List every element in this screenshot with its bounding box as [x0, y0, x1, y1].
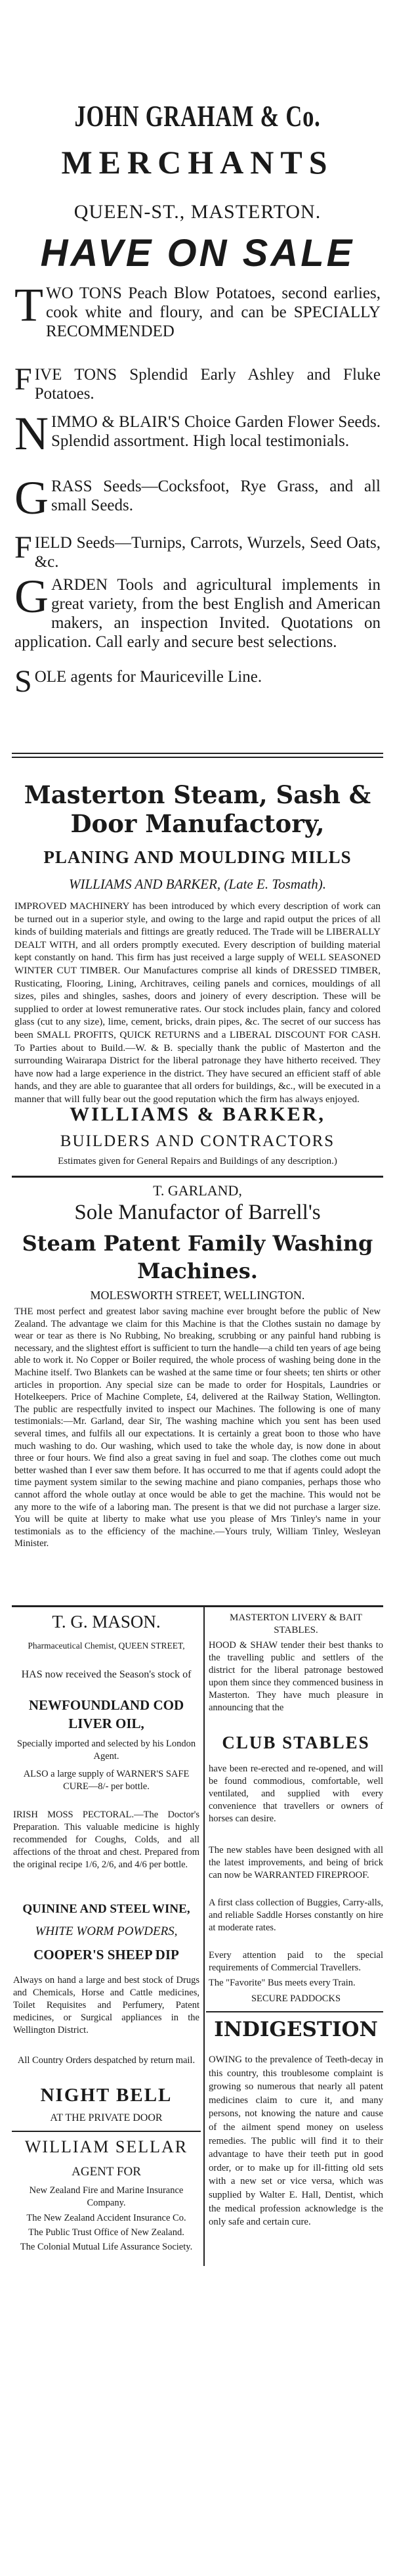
garland-body: THE most perfect and greatest labor saving machine ever brought before the public of New Zealand. The advantage we claim for this Machine is that the Clothes sustain no damage by wear or tear as there is No Rubbing, No breaking, scrubbing or any painful hand rubbing is necessary, and the slightest effort is sufficient to turn the handle—a child ten years of age being able to work it. No Copper or Boiler required, the whole process of washing being done in the Machine itself. Two Blankets can be washed at the same time or four sheets; ten shirts or other articles in proportion. Any special size can be made to order for Hospitals, Laundries or Hotelkeepers. Price of Machine Complete, £4, delivered at the Railway Station, Wellington. The public are respectfully invited to inspect our Machines. The following is one of many testimonials:—Mr. Garland, dear Sir, The washing machine which you sent has been used several times, and fulfils all our expectations. It is certainly a great boon to those who have much washing to do. Our washing, which used to take the whole day, is now done in about three or four hours. We find also a great saving in fuel and soap. The clothes come out much better washed than I ever saw them before. It has occurred to me that if agents could adopt the time payment system similar to the sewing machine and piano companies, perhaps those who cannot afford the whole outlay at once would be able to get the machine. This would not be any more to the wife of a laboring man. The present is that we did not purchase a larger size. You will be quite at liberty to make what use you please of Mrs Tinley's name in your testimonials as to the efficiency of the machine.—Yours truly, William Tinley, Wesleyan Minister.	[14, 1306, 381, 1549]
livery-body6: The "Favorite" Bus meets every Train.	[209, 1978, 356, 1988]
divider-4	[12, 2131, 201, 2132]
mason-p2: ALSO a large supply of WARNER'S SAFE CURE—8/- per bottle.	[23, 1769, 190, 1792]
graham-item-1	[14, 278, 381, 341]
livery-body5: Every attention paid to the special requirements of Commercial Travellers.	[209, 1950, 383, 1973]
graham-item-4-cap: G	[14, 472, 49, 524]
sash-proprietors: WILLIAMS AND BARKER, (Late E. Tosmath).	[69, 876, 326, 892]
graham-item-6-text: ARDEN Tools and agricultural implements in great variety, from the best English and American makers, an inspection Invited. Quotations on application. Call early and secure best selections.	[14, 576, 381, 651]
mason-p1: Specially imported and selected by his London Agent.	[16, 1739, 196, 1762]
mason-p4: QUININE AND STEEL WINE,	[22, 1902, 190, 1916]
graham-item-1-cap: T	[14, 278, 43, 331]
graham-item-2-cap: F	[14, 362, 32, 397]
sellar-l2: The New Zealand Accident Insurance Co.	[26, 2213, 186, 2223]
graham-item-5-cap: F	[14, 530, 32, 565]
mason-p3: IRISH MOSS PECTORAL.—The Doctor's Preparation. This valuable medicine is highly recommended for Coughs, Colds, and all affections of the throat and chest. Prepared from the original recipe 1/6, 2/6, and 4/6 per bottle.	[13, 1810, 199, 1870]
livery-body2: have been re-erected and re-opened, and will be found commodious, comfortable, well ventilated, and supplied with every convenience that travellers or owners of horses can desire.	[209, 1764, 383, 1824]
graham-item-7-text: OLE agents for Mauriceville Line.	[34, 668, 262, 686]
sash-title: Masterton Steam, Sash & Door Manufactory,	[24, 780, 371, 838]
graham-subtitle: MERCHANTS	[61, 144, 334, 181]
sash-trade: BUILDERS AND CONTRACTORS	[60, 1132, 335, 1150]
livery-title: MASTERTON LIVERY & BAIT STABLES.	[229, 1612, 363, 1635]
mason-name: T. G. MASON.	[52, 1612, 161, 1632]
graham-item-5-text: IELD Seeds—Turnips, Carrots, Wurzels, Seed Oats, &c.	[34, 534, 381, 571]
graham-item-7	[14, 664, 381, 699]
graham-item-2	[14, 362, 381, 403]
divider-5	[206, 2011, 383, 2012]
garland-address: MOLESWORTH STREET, WELLINGTON.	[90, 1289, 305, 1302]
sellar-l3: The Public Trust Office of New Zealand.	[28, 2227, 184, 2238]
mason-night: NIGHT BELL	[40, 2085, 173, 2106]
mason-lead: HAS now received the Season's stock of	[21, 1669, 192, 1680]
mason-product: NEWFOUNDLAND COD LIVER OIL,	[28, 1697, 184, 1731]
graham-item-3-text: IMMO & BLAIR'S Choice Garden Flower Seeds. Splendid assortment. High local testimonials.	[51, 413, 381, 450]
garland-line2: Steam Patent Family Washing Machines.	[22, 1231, 373, 1283]
garland-line1: Sole Manufactor of Barrell's	[74, 1201, 321, 1224]
mason-p6: COOPER'S SHEEP DIP	[33, 1947, 179, 1963]
divider-2	[12, 1176, 383, 1178]
column-rule	[203, 1607, 205, 2266]
graham-item-3	[14, 407, 381, 460]
sash-subtitle: PLANING AND MOULDING MILLS	[43, 847, 352, 867]
divider-1	[12, 753, 383, 758]
sash-firm: WILLIAMS & BARKER,	[70, 1103, 325, 1125]
graham-banner: HAVE ON SALE	[40, 232, 355, 275]
mason-p7: Always on hand a large and best stock of Drugs and Chemicals, Horse and Cattle medicines, Toilet Requisites and Perfumery, Patent medicines, or Surgical appliances in the Wellington District.	[13, 1975, 199, 2035]
indigestion-title: INDIGESTION	[214, 2018, 378, 2041]
divider-3	[12, 1605, 383, 1607]
sellar-name: WILLIAM SELLAR	[24, 2137, 188, 2156]
graham-item-4-text: RASS Seeds—Cocksfoot, Rye Grass, and all small Seeds.	[51, 477, 381, 514]
mason-role: Pharmaceutical Chemist, QUEEN STREET,	[28, 1641, 185, 1651]
graham-item-1-text: WO TONS Peach Blow Potatoes, second earlies, cook white and floury, and can be SPECIALLY RECOMMENDED	[45, 284, 381, 340]
graham-address: QUEEN-ST., MASTERTON.	[73, 201, 322, 223]
graham-item-5	[14, 530, 381, 571]
graham-item-6	[14, 570, 381, 652]
graham-item-4	[14, 472, 381, 524]
sellar-l4: The Colonial Mutual Life Assurance Society.	[20, 2242, 193, 2252]
livery-body: HOOD & SHAW tender their best thanks to the travelling public and settlers of the district for the liberal patronage bestowed upon them since they commenced business in Masterton. They have much pleasure in announcing that the	[209, 1640, 383, 1713]
sash-body: IMPROVED MACHINERY has been introduced by which every description of work can be turned out in a superior style, and owing to the large and rapid output the prices of all kinds of building materials and fittings are greatly reduced. The Trade will be LIBERALLY DEALT WITH, and all orders promptly executed. Every description of building material kept constantly on hand. This firm has just received a large supply of WELL SEASONED WINTER CUT TIMBER. Our Manufactures comprise all kinds of DRESSED TIMBER, Rusticating, Flooring, Lining, Architraves, ceiling panels and cornices, mouldings of all sizes, piles and shingles, sashes, doors and joinery of every description. These will be supplied to order at lowest remunerative rates. Our stock includes plain, fancy and colored glass (cut to any size), lime, cement, bricks, drain pipes, &c. The secret of our success has been SMALL PROFITS, QUICK RETURNS and a LIBERAL DISCOUNT FOR CASH. To Parties about to Build.—W. & B. specially thank the public of Masterton and the surrounding Wairarapa District for the liberal patronage they have hitherto received. They have now had a large experience in the district. They have secured an efficient staff of able hands, and they are able to guarantee that all orders for buildings, &c., will be executed in a manner that will fully bear out the good reputation which the firm has always enjoyed.	[14, 900, 381, 1105]
graham-item-3-cap: N	[14, 407, 49, 460]
garland-name: T. GARLAND,	[153, 1182, 242, 1199]
livery-body3: The new stables have been designed with all the latest improvements, and being of brick can now be WARRANTED FIREPROOF.	[209, 1845, 383, 1880]
mason-p5: WHITE WORM POWDERS,	[35, 1924, 178, 1938]
indigestion-body: OWING to the prevalence of Teeth-decay in this country, this troublesome complaint is growing so numerous that nearly all patent medicines claim to cure it, and many persons, not knowing the nature and cause of the ailment spend money on useless remedies. The public will find it to their advantage to have their teeth put in good order, or to make up for ill-fitting old sets with a new set or vice versa, which was supplied by Walter E. Hall, Dentist, which the medical profession acknowledge is the only safe and certain cure.	[209, 2054, 383, 2228]
graham-item-7-cap: S	[14, 664, 32, 699]
graham-banner-wrap	[14, 231, 381, 275]
sash-estimates: Estimates given for General Repairs and Buildings of any description.)	[58, 1156, 337, 1166]
livery-paddock: SECURE PADDOCKS	[251, 1993, 341, 2004]
graham-item-6-cap: G	[14, 570, 49, 623]
sellar-l1: New Zealand Fire and Marine Insurance Company.	[29, 2185, 184, 2208]
mason-p8: All Country Orders despatched by return mail.	[17, 2055, 196, 2066]
graham-item-2-text: IVE TONS Splendid Early Ashley and Fluke Potatoes.	[34, 366, 381, 403]
livery-body4: A first class collection of Buggies, Carry-alls, and reliable Saddle Horses constantly on hire at moderate rates.	[209, 1898, 383, 1933]
graham-title: JOHN GRAHAM & Co.	[74, 99, 321, 133]
graham-address-wrap	[14, 201, 381, 223]
livery-club: CLUB STABLES	[222, 1733, 370, 1752]
sellar-role: AGENT FOR	[72, 2165, 141, 2179]
graham-title-wrap	[14, 99, 381, 133]
graham-subtitle-wrap	[14, 143, 381, 181]
mason-night-sub: AT THE PRIVATE DOOR	[50, 2112, 163, 2123]
